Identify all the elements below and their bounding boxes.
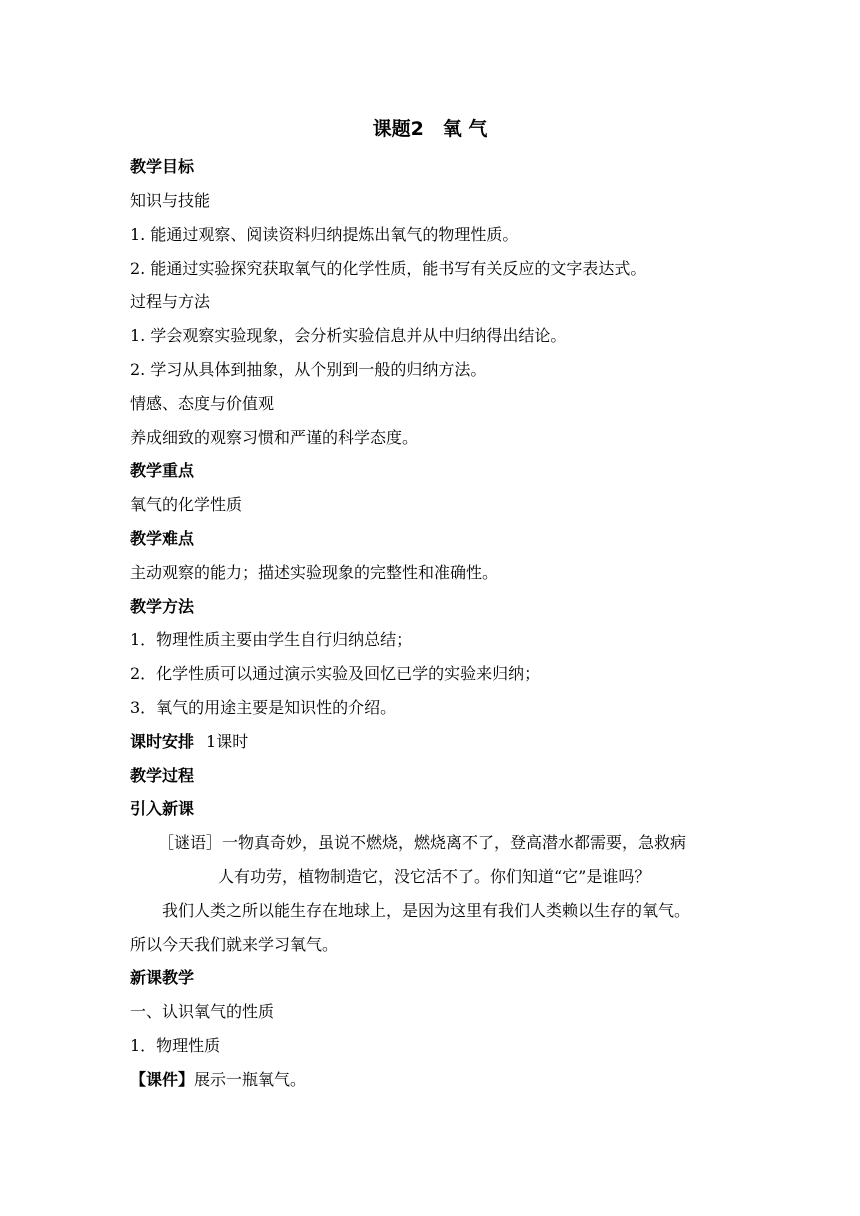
knowledge-heading: 知识与技能 [130, 191, 211, 210]
intro-paragraph-line: 我们人类之所以能生存在地球上，是因为这里有我们人类赖以生存的氧气。 [162, 901, 691, 920]
schedule-line [130, 732, 248, 752]
process-heading: 过程与方法 [130, 292, 211, 311]
teaching-process-heading: 教学过程 [130, 766, 195, 785]
intro-heading: 引入新课 [130, 799, 195, 818]
part-one-heading: 一、认识氧气的性质 [130, 1002, 275, 1021]
riddle-line: ［谜语］一物真奇妙，虽说不燃烧，燃烧离不了，登高潜水都需要，急救病 [158, 833, 687, 852]
knowledge-item: 2. 能通过实验探究获取氧气的化学性质，能书写有关反应的文字表达式。 [130, 259, 647, 278]
method-heading: 教学方法 [130, 597, 195, 616]
method-item: 1．物理性质主要由学生自行归纳总结； [130, 630, 413, 649]
schedule-value: 1课时 [206, 732, 249, 751]
emotion-text: 养成细致的观察习惯和严谨的科学态度。 [130, 428, 419, 447]
riddle-line: 人有功劳，植物制造它，没它活不了。你们知道“它”是谁吗？ [218, 867, 651, 886]
knowledge-item: 1. 能通过观察、阅读资料归纳提炼出氧气的物理性质。 [130, 225, 519, 244]
method-item: 2．化学性质可以通过演示实验及回忆已学的实验来归纳； [130, 664, 541, 683]
key-point-text: 氧气的化学性质 [130, 495, 243, 514]
difficulty-heading: 教学难点 [130, 529, 195, 548]
courseware-text: 展示一瓶氧气。 [194, 1070, 307, 1089]
process-item: 2. 学习从具体到抽象，从个别到一般的归纳方法。 [130, 360, 487, 379]
key-point-heading: 教学重点 [130, 461, 195, 480]
new-lesson-heading: 新课教学 [130, 968, 195, 987]
page-title: 课题2 氧 气 [372, 118, 488, 140]
courseware-label: 【课件】 [130, 1070, 195, 1089]
difficulty-text: 主动观察的能力；描述实验现象的完整性和准确性。 [130, 563, 499, 582]
method-item: 3．氧气的用途主要是知识性的介绍。 [130, 698, 397, 717]
process-item: 1. 学会观察实验现象，会分析实验信息并从中归纳得出结论。 [130, 326, 567, 345]
courseware-line [130, 1070, 306, 1090]
intro-paragraph-line: 所以今天我们就来学习氧气。 [130, 935, 339, 954]
emotion-heading: 情感、态度与价值观 [130, 394, 275, 413]
schedule-heading: 课时安排 [130, 732, 195, 751]
objectives-heading: 教学目标 [130, 157, 195, 176]
physical-properties-heading: 1．物理性质 [130, 1036, 221, 1055]
